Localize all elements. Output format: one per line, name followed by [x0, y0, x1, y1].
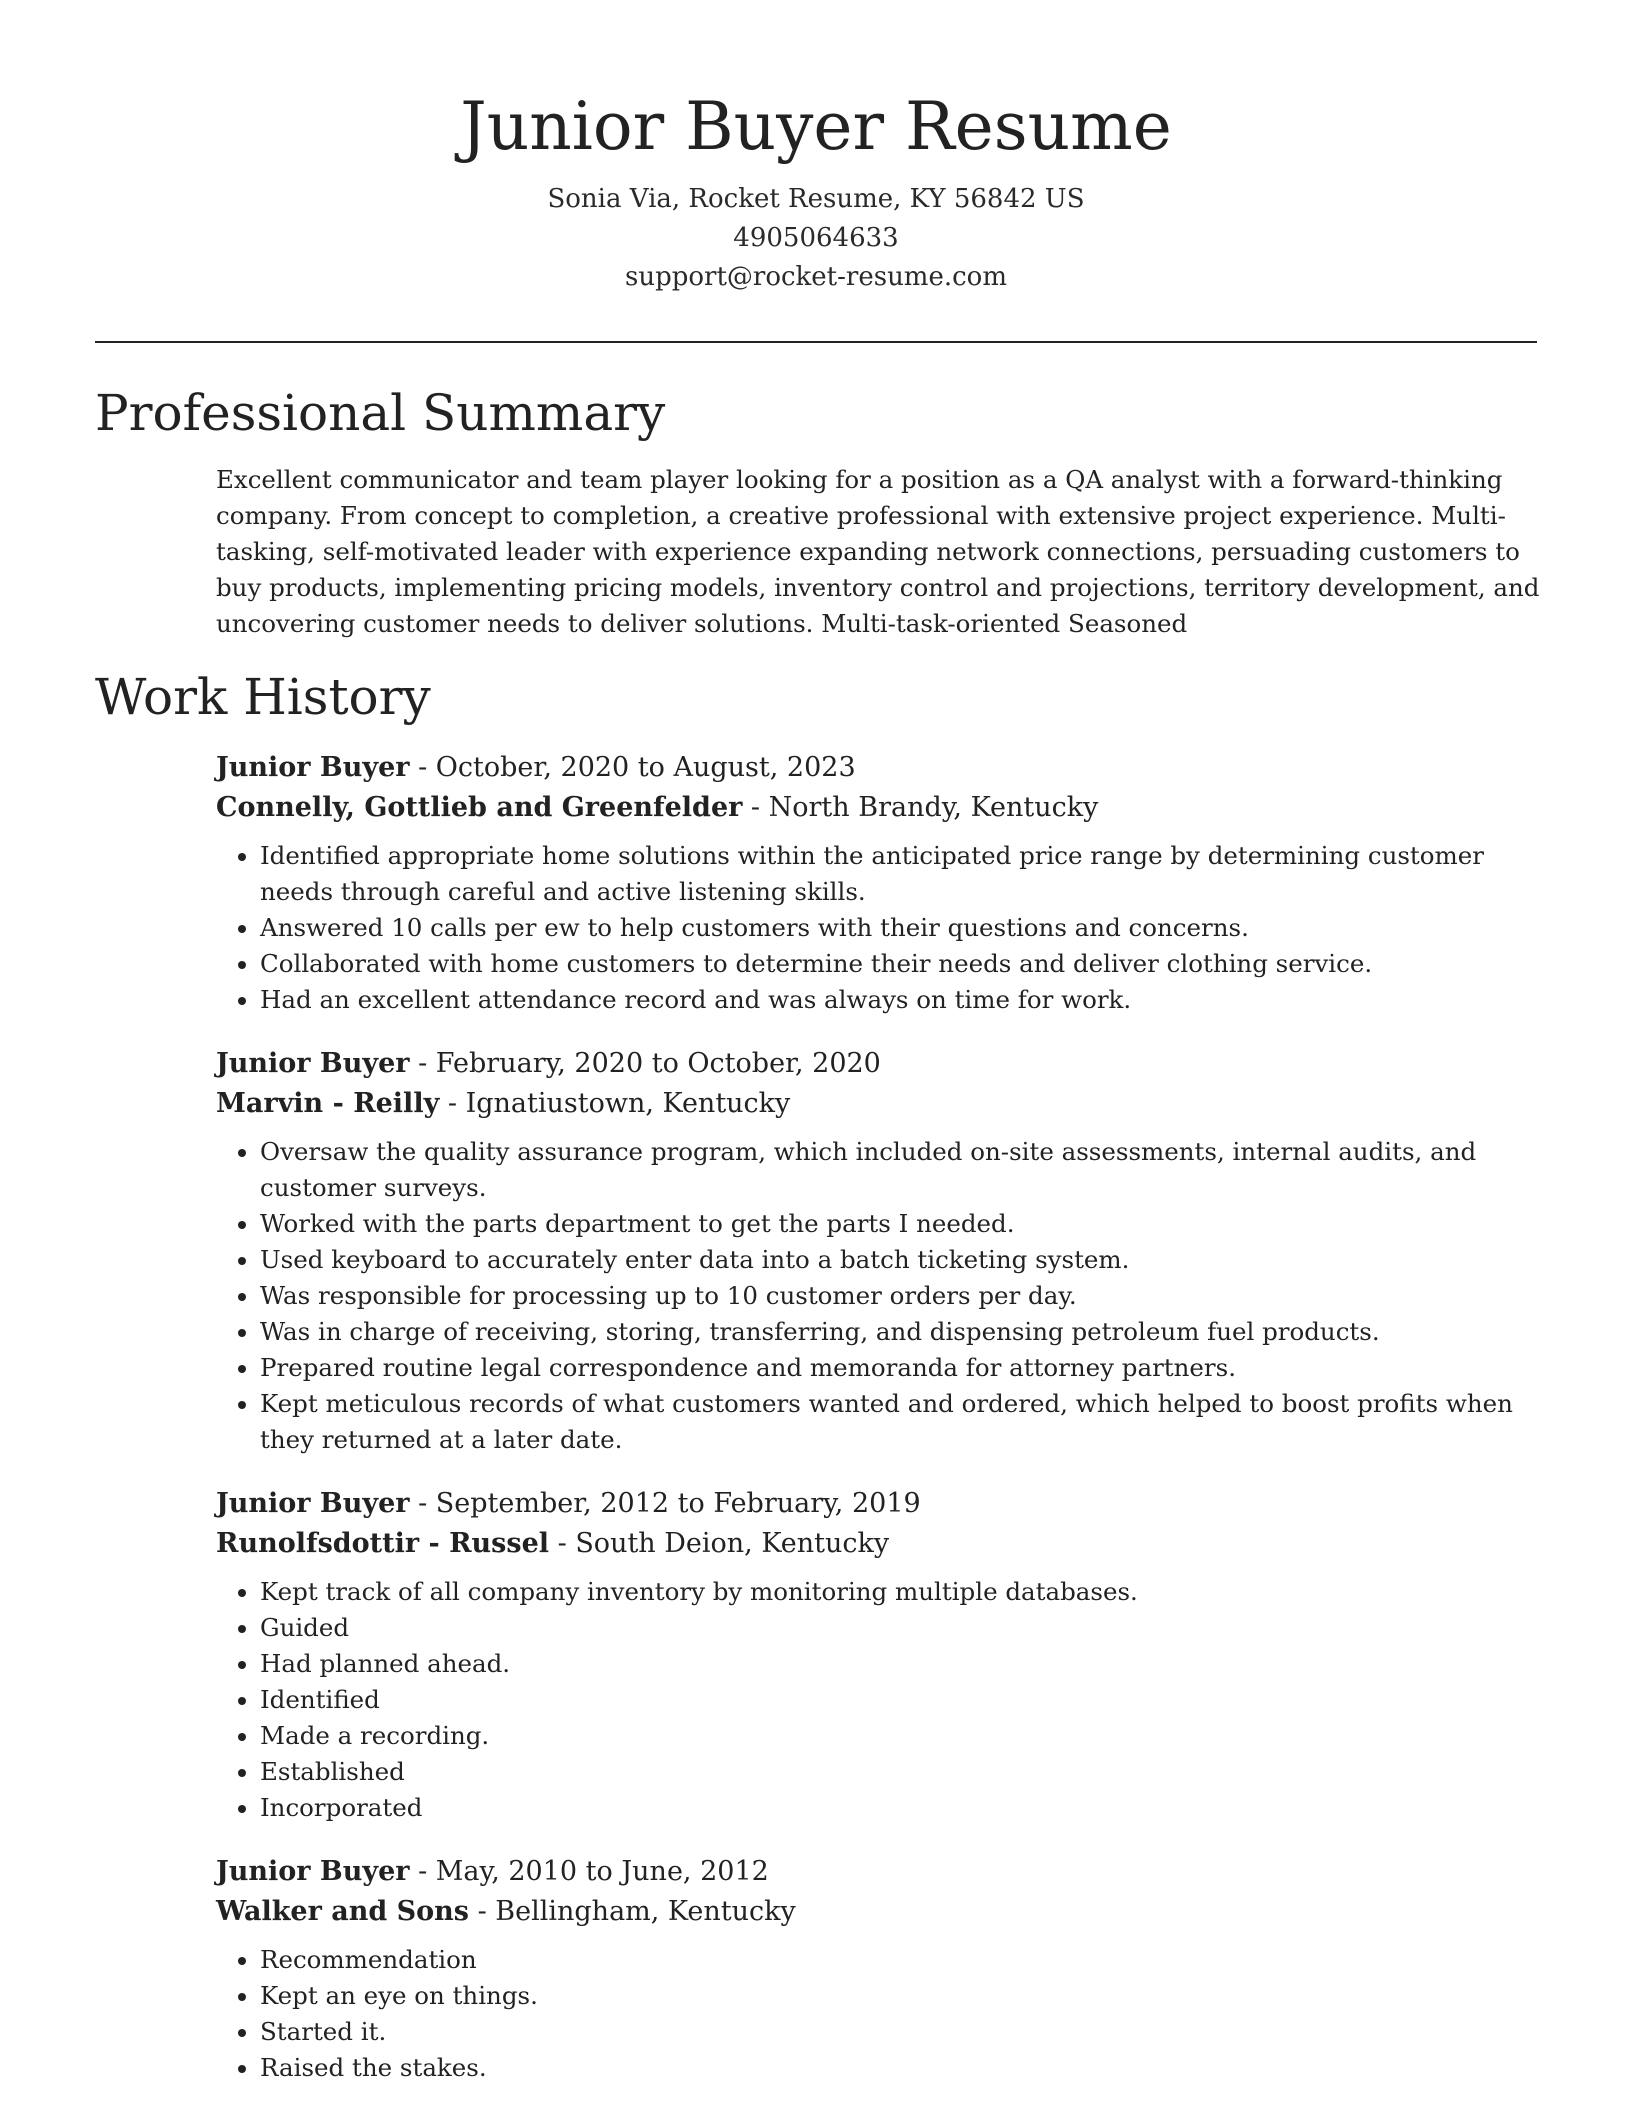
job-bullet: • Collaborated with home customers to determine their needs and deliver clothing service.	[260, 946, 1546, 982]
job-title: Junior Buyer	[216, 1856, 410, 1887]
job-bullet: • Answered 10 calls per ew to help customers with their questions and concerns.	[260, 910, 1546, 946]
job-title: Junior Buyer	[216, 752, 410, 783]
job-location: Ignatiustown, Kentucky	[465, 1088, 791, 1119]
job-bullet: • Incorporated	[260, 1790, 1546, 1826]
job-location: Bellingham, Kentucky	[495, 1896, 796, 1927]
job-entry	[216, 1484, 1546, 1826]
job-title-line: Junior Buyer - May, 2010 to June, 2012	[216, 1856, 769, 1887]
resume-title: Junior Buyer Resume	[460, 88, 1172, 165]
job-bullet: • Identified appropriate home solutions within the anticipated price range by determining customer needs through careful and active listening skills.	[260, 838, 1546, 910]
job-entry	[216, 748, 1546, 1018]
work-history-list	[216, 748, 1546, 2112]
job-dates: February, 2020 to October, 2020	[435, 1048, 881, 1079]
job-bullet: • Guided	[260, 1610, 1546, 1646]
job-company: Connelly, Gottlieb and Greenfelder	[216, 792, 743, 823]
work-history-heading: Work History	[95, 668, 431, 726]
job-bullet: • Oversaw the quality assurance program, which included on-site assessments, internal audits, and customer surveys.	[260, 1134, 1546, 1206]
contact-block	[0, 180, 1632, 297]
job-company: Runolfsdottir - Russel	[216, 1528, 550, 1559]
contact-email: support@rocket-resume.com	[624, 262, 1007, 292]
job-title-line: Junior Buyer - September, 2012 to February, 2019	[216, 1488, 921, 1519]
job-location: South Deion, Kentucky	[575, 1528, 890, 1559]
job-company-line: Marvin - Reilly - Ignatiustown, Kentucky	[216, 1088, 791, 1119]
job-bullet: • Worked with the parts department to get the parts I needed.	[260, 1206, 1546, 1242]
job-bullets	[216, 1134, 1546, 1458]
job-company-line: Connelly, Gottlieb and Greenfelder - North Brandy, Kentucky	[216, 792, 1099, 823]
job-bullet: • Was in charge of receiving, storing, transferring, and dispensing petroleum fuel products.	[260, 1314, 1546, 1350]
job-dates: May, 2010 to June, 2012	[435, 1856, 769, 1887]
contact-address: Sonia Via, Rocket Resume, KY 56842 US	[547, 184, 1085, 214]
job-bullets	[216, 1574, 1546, 1826]
job-bullet: • Was responsible for processing up to 10 customer orders per day.	[260, 1278, 1546, 1314]
job-bullet: • Raised the stakes.	[260, 2050, 1546, 2086]
job-bullet: • Made a recording.	[260, 1718, 1546, 1754]
job-bullet: • Kept meticulous records of what customers wanted and ordered, which helped to boost profits when they returned at a later date.	[260, 1386, 1546, 1458]
job-bullet: • Used keyboard to accurately enter data into a batch ticketing system.	[260, 1242, 1546, 1278]
job-dates: October, 2020 to August, 2023	[435, 752, 856, 783]
job-entry	[216, 1852, 1546, 2086]
header-divider	[95, 341, 1537, 343]
job-title: Junior Buyer	[216, 1048, 410, 1079]
job-title-line: Junior Buyer - October, 2020 to August, 2023	[216, 752, 856, 783]
job-entry	[216, 1044, 1546, 1458]
job-company-line: Runolfsdottir - Russel - South Deion, Kentucky	[216, 1528, 890, 1559]
job-bullet: • Started it.	[260, 2014, 1546, 2050]
job-bullet: • Kept track of all company inventory by monitoring multiple databases.	[260, 1574, 1546, 1610]
job-bullet: • Prepared routine legal correspondence and memoranda for attorney partners.	[260, 1350, 1546, 1386]
job-bullet: • Had planned ahead.	[260, 1646, 1546, 1682]
job-location: North Brandy, Kentucky	[768, 792, 1099, 823]
job-company-line: Walker and Sons - Bellingham, Kentucky	[216, 1896, 796, 1927]
job-bullets	[216, 838, 1546, 1018]
resume-header	[0, 0, 1632, 297]
job-title-line: Junior Buyer - February, 2020 to October, 2020	[216, 1048, 881, 1079]
job-title: Junior Buyer	[216, 1488, 410, 1519]
job-company: Walker and Sons	[216, 1896, 469, 1927]
job-bullet: • Established	[260, 1754, 1546, 1790]
job-bullets	[216, 1942, 1546, 2086]
job-company: Marvin - Reilly	[216, 1088, 440, 1119]
summary-text: Excellent communicator and team player looking for a position as a QA analyst with a forward-thinking company. From concept to completion, a creative professional with extensive project experience. Multi-tasking, self-motivated leader with experience expanding network connections, persuading customers to buy products, implementing pricing models, inventory control and projections, territory development, and uncovering customer needs to deliver solutions. Multi-task-oriented Seasoned	[216, 465, 1540, 638]
job-dates: September, 2012 to February, 2019	[435, 1488, 921, 1519]
summary-heading: Professional Summary	[95, 384, 666, 442]
job-bullet: • Recommendation	[260, 1942, 1546, 1978]
job-bullet: • Identified	[260, 1682, 1546, 1718]
contact-phone: 4905064633	[733, 223, 899, 253]
job-bullet: • Had an excellent attendance record and was always on time for work.	[260, 982, 1546, 1018]
job-bullet: • Kept an eye on things.	[260, 1978, 1546, 2014]
